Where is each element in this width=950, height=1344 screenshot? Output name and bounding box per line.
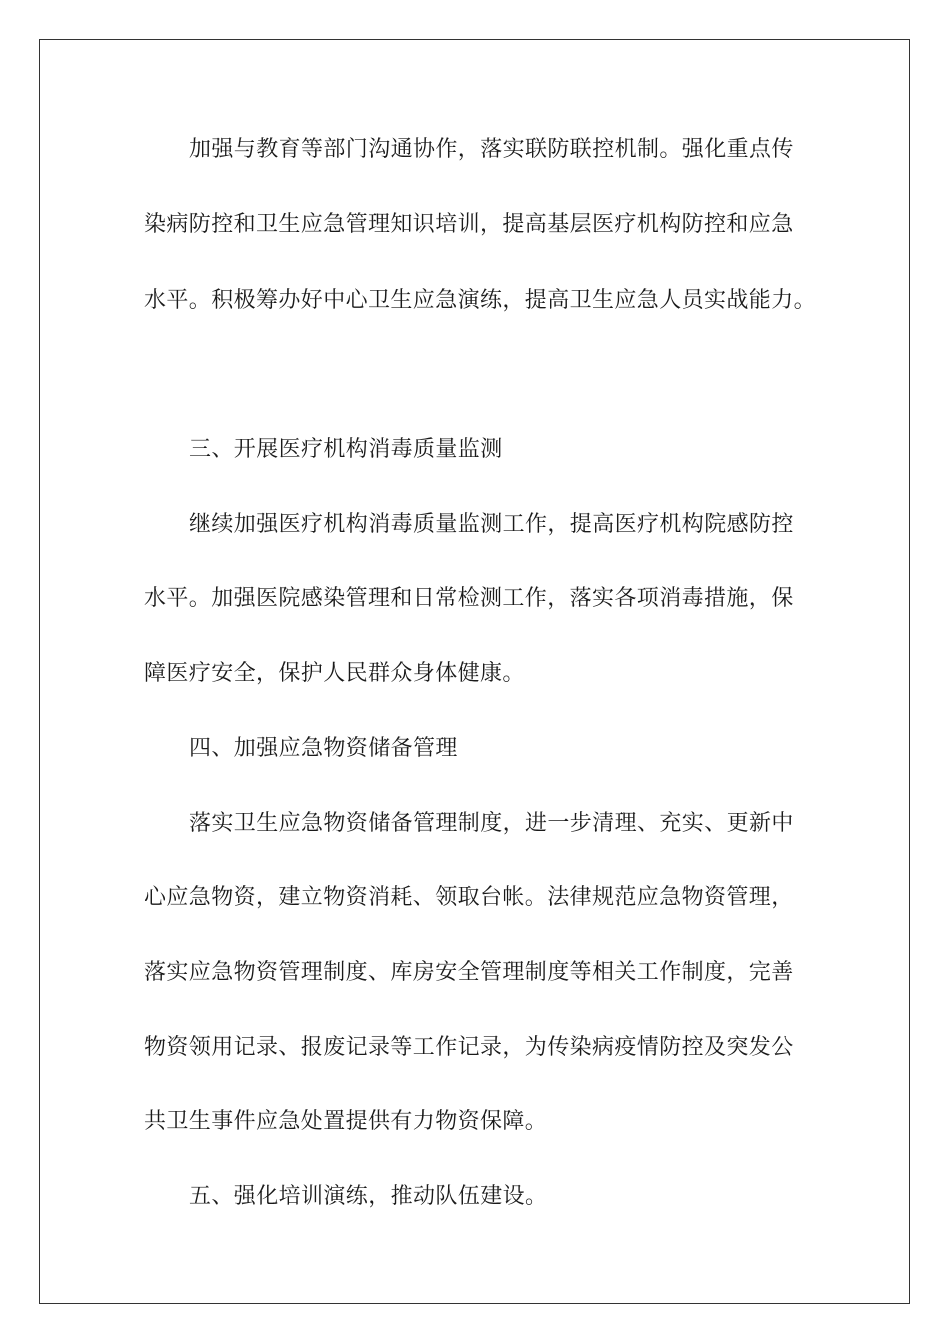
paragraph-line: 落实应急物资管理制度、库房安全管理制度等相关工作制度，完善 <box>144 960 794 985</box>
section-heading: 四、加强应急物资储备管理 <box>189 736 458 761</box>
paragraph-line: 心应急物资，建立物资消耗、领取台帐。法律规范应急物资管理， <box>144 885 794 910</box>
section-heading: 五、强化培训演练，推动队伍建设。 <box>189 1184 548 1209</box>
paragraph-line: 加强与教育等部门沟通协作，落实联防联控机制。强化重点传 <box>189 137 794 162</box>
paragraph-line: 水平。积极筹办好中心卫生应急演练，提高卫生应急人员实战能力。 <box>144 288 817 313</box>
section-heading: 三、开展医疗机构消毒质量监测 <box>189 437 503 462</box>
paragraph-line: 物资领用记录、报废记录等工作记录，为传染病疫情防控及突发公 <box>144 1035 794 1060</box>
paragraph-line: 染病防控和卫生应急管理知识培训，提高基层医疗机构防控和应急 <box>144 212 794 237</box>
paragraph-line: 障医疗安全，保护人民群众身体健康。 <box>144 661 525 686</box>
paragraph-line: 共卫生事件应急处置提供有力物资保障。 <box>144 1109 548 1134</box>
paragraph-line: 继续加强医疗机构消毒质量监测工作，提高医疗机构院感防控 <box>189 512 794 537</box>
paragraph-line: 水平。加强医院感染管理和日常检测工作，落实各项消毒措施，保 <box>144 586 794 611</box>
paragraph-line: 落实卫生应急物资储备管理制度，进一步清理、充实、更新中 <box>189 811 794 836</box>
